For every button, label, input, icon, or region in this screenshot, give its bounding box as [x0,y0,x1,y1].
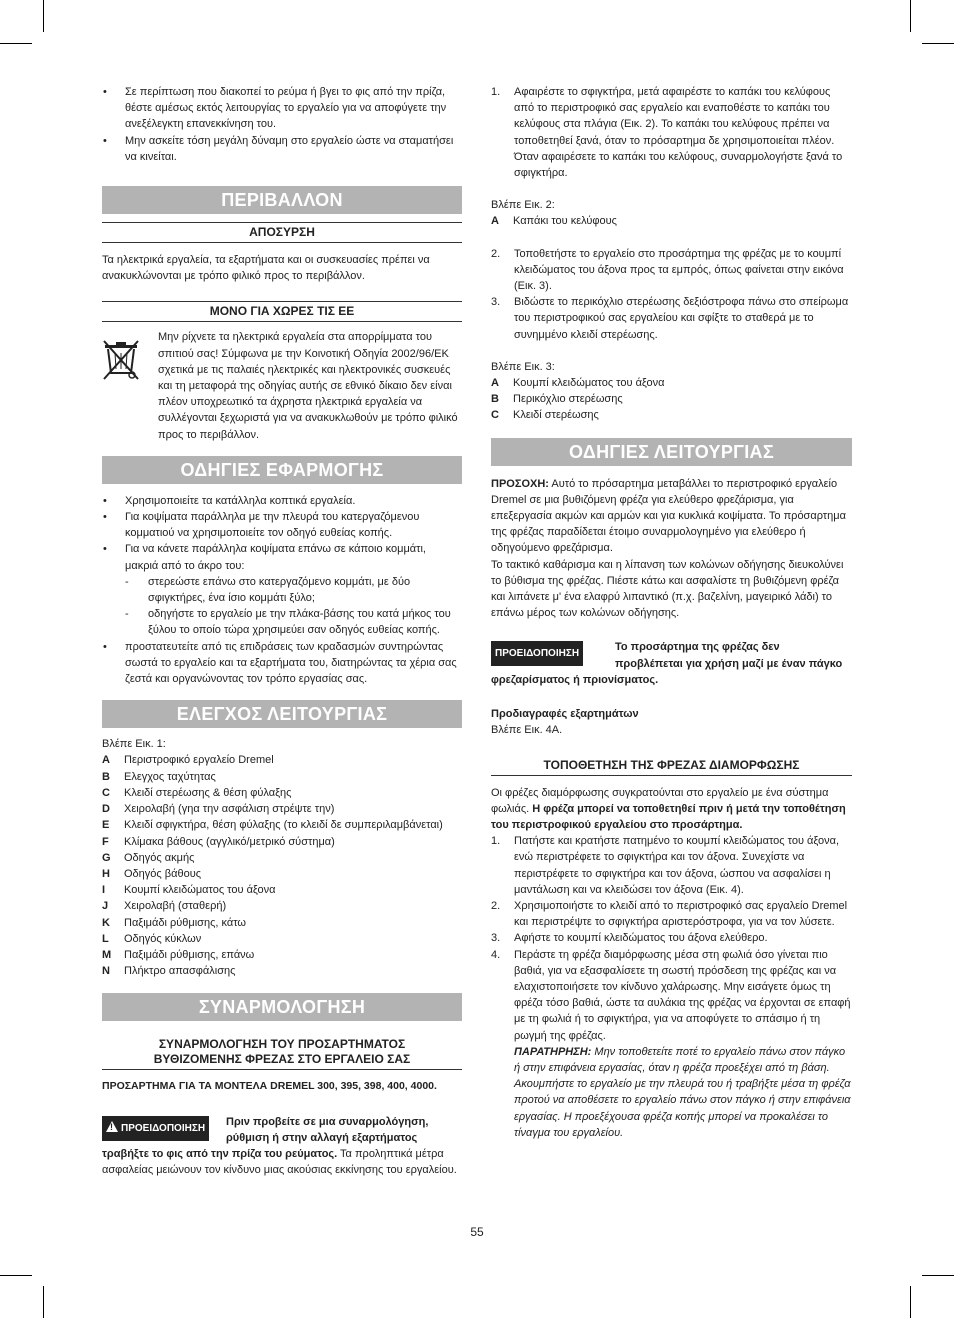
figure-3-list [491,375,852,424]
list-item: • προστατευτείτε από τις επιδράσεις των κραδασμών συντηρώντας σωστά το εργαλείο και τα εξαρτήματα του, διατηρώντας τα χέρια σας ζεστά και οργανώνοντας τον τρόπο εργασίας σας. [102,639,462,688]
section-heading-environment: ΠΕΡΙΒΑΛΛΟΝ [102,186,462,214]
application-bullets [102,493,462,574]
part-row: J Χειρολαβή (σταθερή) [102,900,227,913]
weee-text: Μην ρίχνετε τα ηλεκτρικά εργαλεία στα απορρίμματα του σπιτιού σας! Σύμφωνα με την Κοινοτική Οδηγία 2002/96/ΕΚ σχετικά με τις παλαιές ηλεκτρικές και ηλεκτρονικές συσκευές και τη μεταφορά της οδηγίας αυτής σε εθνικό δίκαιο δεν είναι πλέον υποχρεωτικό τα άχρηστα ηλεκτρικά εργαλεία να συλλέγονται ξεχωριστά για να ανακυκλωθούν με τρόπο φιλικό προς το περιβάλλον. [158,331,458,441]
weee-block [102,329,462,442]
list-item: - στερεώστε επάνω στο κατεργαζόμενο κομμάτι, με δύο σφιγκτήρες, ένα ίσιο κομμάτι ξύλο; [102,574,462,606]
see-figure-3: Βλέπε Εικ. 3: [491,360,555,373]
assembly-steps-2 [491,246,852,343]
list-item: 4. Περάστε τη φρέζα διαμόρφωσης μέσα στη φωλιά όσο γίνεται πιο βαθιά, για να εξασφαλίσετε τη σωστή πρόσδεση της φρέζας και να ελαχιστοποιήσετε τον κίνδυνο χαλάρωσης. Μην εισάγετε όμως τη φρέζα τόσο βαθιά, ώστε τα αυλάκια της φρέζας να έρχονται σε επαφή με τη φωλιά ή το σφιγκτήρα, για να αποφύγετε το σπάσιμο ή τη ρωγμή της φρέζας. ΠΑΡΑΤΗΡΗΣΗ: Μην τοποθετείτε ποτέ το εργαλείο πάνω στον πάγκο ή στην επιφάνεια εργασίας, όταν η φρέζα προεξέχει από τη βάση. Ακουμπήστε το εργαλείο με την πλευρά του ή τραβήξτε μέσα τη φρέζα προτού να αποθέσετε το εργαλείο πάνω στον πάγκο ή στην επιφάνεια εργασίας. Η προεξέχουσα φρέζα κοπής μπορεί να προκαλέσει το τίναγμα του εργαλείου. [491,947,852,1141]
crop-mark [910,1286,911,1318]
list-item: • Μην ασκείτε τόση μεγάλη δύναμη στο εργαλείο ώστε να σταματήσει να κινείται. [102,133,462,165]
application-bullets-2 [102,639,462,688]
crop-mark [0,43,32,44]
crop-mark [43,1286,44,1318]
disposal-text: Τα ηλεκτρικά εργαλεία, τα εξαρτήματα και οι συσκευασίες πρέπει να ανακυκλώνονται με τρόπο φιλικό προς το περιβάλλον. [102,254,430,283]
crop-mark [922,1275,954,1276]
subheading-line: ΣΥΝΑΡΜΟΛΟΓΗΣΗ ΤΟΥ ΠΡΟΣΑΡΤΗΜΑΤΟΣ [158,1037,406,1052]
crop-mark [43,0,44,32]
part-row: B Περικόχλιο στερέωσης [491,393,623,406]
warning-text-line: φρεζαρίσματος ή πριονίσματος. [491,673,659,686]
part-row: M Παξιμάδι ρύθμισης, επάνω [102,948,255,961]
part-row: F Κλίμακα βάθους (αγγλικό/μετρικό σύστημα) [102,835,335,848]
warning-text-line: ρύθμιση ή στην αλλαγή εξαρτήματος [226,1131,418,1144]
list-item [102,541,462,573]
part-row: N Πλήκτρο απασφάλισης [102,965,236,978]
parts-list [102,752,462,979]
part-row: E Κλειδί σφιγκτήρα, θέση φύλαξης (το κλειδί δε συμπεριλαμβάνεται) [102,819,443,832]
part-row: B Ελεγχος ταχύτητας [102,770,216,783]
warning-text: τραβήξτε το φις από την πρίζα του ρεύματος. Τα προληπτικά μέτρα ασφαλείας μειώνουν τον κίνδυνο μιας ακούσιας εκκίνησης του εργαλείου. [102,1147,457,1177]
part-row: A Περιστροφικό εργαλείο Dremel [102,754,274,767]
list-item: - οδηγήστε το εργαλείο με την πλάκα-βάσης του κατά μήκος του ξύλου το οποίο τώρα χρησιμεύει σαν οδηγός ευθείας κοπής. [102,606,462,638]
warning-block [102,1114,462,1179]
part-row: H Οδηγός βάθους [102,867,202,880]
application-dash-list [102,574,462,639]
part-row: G Οδηγός ακμής [102,851,195,864]
caution-paragraph: ΠΡΟΣΟΧΗ: Αυτό το πρόσαρτημα μεταβάλλει το περιστροφικό εργαλείο Dremel σε μια βυθιζόμενη φρέζα για ελεύθερο φρεζάρισμα, για επεξεργασία ακμών και αρμών και για κυκλικά κοψίματα. Το πρόσαρτημα της φρέζας παραδίδεται έτοιμο συναρμολογημένο για ελεύθερο ή οδηγούμενο φρεζάρισμα. [491,477,846,555]
warning-icon [106,1121,118,1132]
part-row: A Κουμπί κλειδώματος του άξονα [491,377,665,390]
assembly-steps [491,84,852,181]
list-item: 2. Τοποθετήστε το εργαλείο στο προσάρτημα της φρέζας με το κουμπί κλειδώματος του άξονα προς τα εμπρός, όπως φαίνεται στην εικόνα (Εικ. 3). [491,247,844,293]
bit-intro: Οι φρέζες διαμόρφωσης συγκρατούνται στο εργαλείο με ένα σύστημα φωλιάς. Η φρέζα μπορεί να τοποθετηθεί πριν ή μετά την τοποθέτηση του περιστροφικού εργαλείου στο προσάρτημα. [491,786,846,831]
warning-text-line: Πριν προβείτε σε μια συναρμολόγηση, [226,1115,429,1128]
list-item: 3. Αφήστε το κουμπί κλειδώματος του άξονα ελεύθερο. [491,932,768,945]
see-figure-2: Βλέπε Εικ. 2: [491,199,555,212]
section-heading-assembly: ΣΥΝΑΡΜΟΛΟΓΗΣΗ [102,993,462,1021]
bit-steps [491,833,852,1141]
part-row: K Παξιμάδι ρύθμισης, κάτω [102,916,246,929]
section-heading-function-check: ΕΛΕΓΧΟΣ ΛΕΙΤΟΥΡΓΙΑΣ [102,700,462,728]
list-item: 2. Χρησιμοποιήστε το κλειδί από το περιστροφικό σας εργαλείο Dremel και περιστρέψτε το σφιγκτήρα αριστερόστροφα, για να τον λύσετε. [491,899,848,929]
list-item: • Σε περίπτωση που διακοπεί το ρεύμα ή βγει το φις από την πρίζα, θέστε αμέσως εκτός λειτουργίας το εργαλείο για να αποφύγετε την ανεξέλεγκτη επανεκκίνηση του. [102,84,462,133]
cleaning-paragraph: Το τακτικό καθάρισμα και η λίπανση των κολώνων οδήγησης διευκολύνει το βύθισμα της φρέζας. Πιέστε κάτω και ασφαλίστε τη βυθιζόμενη φρέζα και λιπάνετε μ' ένα ελαφρύ λιπαντικό (π.χ. βαζελίνη, μαγειρικό λάδι) το επάνω μέρος των κολώνων οδήγησης. [491,558,844,620]
safety-bullets [102,84,462,165]
right-column [491,84,852,1141]
subheading-line: ΒΥΘΙΖΟΜΕΝΗΣ ΦΡΕΖΑΣ ΣΤΟ ΕΡΓΑΛΕΙΟ ΣΑΣ [153,1052,411,1067]
list-item: • Για κοψίματα παράλληλα με την πλευρά του κατεργαζόμενου κομματιού να χρησιμοποιείτε τον οδηγό ευθείας κοπής. [102,509,462,541]
subheading-assembly-router [102,1034,462,1070]
left-column [102,84,462,1178]
see-figure-4a: Βλέπε Εικ. 4A. [491,724,563,737]
part-row: L Οδηγός κύκλων [102,932,202,945]
section-heading-application: ΟΔΗΓΙΕΣ ΕΦΑΡΜΟΓΗΣ [102,456,462,484]
subheading-eu-only: ΜΟΝΟ ΓΙΑ ΧΩΡΕΣ ΤΙΣ ΕΕ [102,301,462,322]
section-heading-operation: ΟΔΗΓΙΕΣ ΛΕΙΤΟΥΡΓΙΑΣ [491,438,852,466]
warning-badge: ΠΡΟΕΙΔΟΠΟΙΗΣΗ [491,641,583,666]
warning-text-line: προβλέπεται για χρήση μαζί με έναν πάγκο [615,657,843,670]
crop-mark [0,1275,32,1276]
subheading-disposal: ΑΠΟΣΥΡΣΗ [102,222,462,243]
note: ΠΑΡΑΤΗΡΗΣΗ: Μην τοποθετείτε ποτέ το εργαλείο πάνω στον πάγκο ή στην επιφάνεια εργασίας, όταν η φρέζα προεξέχει από τη βάση. Ακουμπήστε το εργαλείο με την πλευρά του ή τραβήξτε μέσα τη φρέζα προτού να αποθέσετε το εργαλείο πάνω στον πάγκο ή στην επιφάνεια εργασίας. Η προεξέχουσα φρέζα κοπής μπορεί να προκαλέσει το τίναγμα του εργαλείου. [514,1045,851,1139]
list-item-text: Για να κάνετε παράλληλα κοψίματα επάνω σε κάποιο κομμάτι, μακριά από το άκρο του: [125,543,426,572]
list-item: 1. Πατήστε και κρατήστε πατημένο το κουμπί κλειδώματος του άξονα, ενώ περιστρέφετε το σφιγκτήρα και τον άξονα. Συνεχίστε να περιστρέφετε το σφιγκτήρα και τον άξονα, ώσπου να ασφαλίσει η μαντάλωση και να κλειδώσει τον άξονα (Εικ. 4). [491,835,840,896]
part-row: C Κλειδί στερέωσης [491,409,599,422]
part-row: D Χειρολαβή (γηα την ασφάλιση στρέψτε την) [102,803,335,816]
crop-mark [910,0,911,32]
list-item: • Χρησιμοποιείτε τα κατάλληλα κοπτικά εργαλεία. [102,493,462,509]
list-item: 3. Βιδώστε το περικόχλιο στερέωσης δεξιόστροφα πάνω στο σπείρωμα του περιστροφικού σας εργαλείου και σφίξτε το σταθερά με το συνημμένο κλειδί στερέωσης. [491,296,849,341]
part-row: I Κουμπί κλειδώματος του άξονα [102,884,276,897]
warning-block [491,639,852,688]
warning-badge: !ΠΡΟΕΙΔΟΠΟΙΗΣΗ [102,1116,209,1141]
part-row: A Καπάκι του κελύφους [491,215,617,228]
crossed-bin-icon [102,329,158,442]
subheading-bit-install: ΤΟΠΟΘΕΤΗΣΗ ΤΗΣ ΦΡΕΖΑΣ ΔΙΑΜΟΡΦΩΣΗΣ [491,756,852,776]
see-figure-1: Βλέπε Εικ. 1: [102,738,166,751]
warning-text-line: Το προσάρτημα της φρέζας δεν [615,641,780,654]
specs-heading: Προδιαγραφές εξαρτημάτων [491,708,639,721]
list-item: 1. Αφαιρέστε το σφιγκτήρα, μετά αφαιρέστε το καπάκι του κελύφους από το περιστροφικό σας εργαλείο και εναποθέστε το καπάκι του κελύφους στα πλάγια (Εικ. 2). Το καπάκι του κελύφους πρέπει να τοποθετηθεί ξανά, όταν το πρόσαρτημα δε χρησιμοποιείται πλέον. Όταν αφαιρέσετε το καπάκι του κελύφους, συναρμολογήστε ξανά το σφιγκτήρα. [491,86,843,180]
models-line: ΠΡΟΣΑΡΤΗΜΑ ΓΙΑ ΤΑ ΜΟΝΤΕΛΑ DREMEL 300, 395, 398, 400, 4000. [102,1080,437,1093]
page-number: 55 [470,1225,484,1239]
part-row: C Κλειδί στερέωσης & θέση φύλαξης [102,786,292,799]
crop-mark [922,43,954,44]
